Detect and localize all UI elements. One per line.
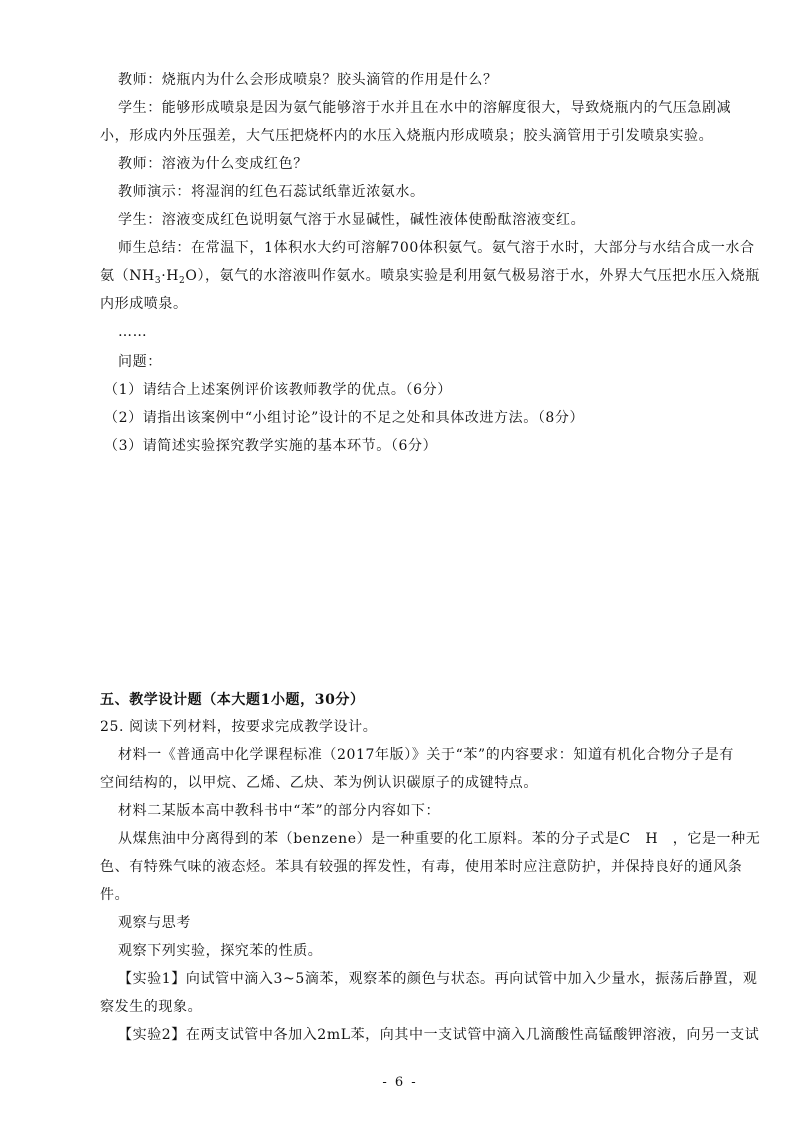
summary-line1: 师生总结：在常温下，1体积水大约可溶解700体积氨气。氨气溶于水时，大部分与水结合成一水合 — [118, 240, 755, 256]
summary-line3: 内形成喷泉。 — [100, 296, 188, 312]
material2: 材料二某版本高中教科书中“苯”的部分内容如下： — [118, 803, 441, 819]
question-item-3: （3）请简述实验探究教学实施的基本环节。（6分） — [104, 438, 438, 454]
summary-line2-mid: ·H — [161, 268, 180, 284]
benzene-line2: 色、有特殊气味的液态烃。苯具有较强的挥发性，有毒，使用苯时应注意防护，并保持良好的通风条 — [100, 859, 743, 875]
summary-line2-sub1: 3 — [154, 276, 162, 286]
material1-line1: 材料一《普通高中化学课程标准（2017年版）》关于“苯”的内容要求：知道有机化合物分子是有 — [118, 747, 734, 763]
teacher-question-2: 教师：溶液为什么变成红色？ — [118, 156, 308, 172]
benzene-line3: 件。 — [100, 887, 130, 903]
summary-line2-sub2: 2 — [179, 276, 186, 286]
material1-line2: 空间结构的，以甲烷、乙烯、乙炔、苯为例认识碳原子的成键特点。 — [100, 775, 538, 791]
observe-title: 观察与思考 — [118, 915, 191, 931]
questions-heading: 问题： — [118, 354, 162, 370]
question-25: 25. 阅读下列材料，按要求完成教学设计。 — [100, 719, 378, 735]
observe-text: 观察下列实验，探究苯的性质。 — [118, 943, 323, 959]
experiment2-line1: 【实验2】在两支试管中各加入2mL苯，向其中一支试管中滴入几滴酸性高锰酸钾溶液，向另一支试 — [118, 1027, 760, 1043]
experiment1-line1: 【实验1】向试管中滴入3~5滴苯，观察苯的颜色与状态。再向试管中加入少量水，振荡后静置，观 — [118, 971, 758, 987]
student-answer-2: 学生：溶液变成红色说明氨气溶于水显碱性，碱性液体使酚酞溶液变红。 — [118, 212, 586, 228]
summary-line2-post: O），氨气的水溶液叫作氨水。喷泉实验是利用氨气极易溶于水，外界大气压把水压入烧瓶 — [185, 268, 760, 284]
ellipsis: …… — [118, 324, 148, 340]
teacher-question-1: 教师：烧瓶内为什么会形成喷泉？胶头滴管的作用是什么？ — [118, 72, 498, 88]
question-item-1: （1）请结合上述案例评价该教师教学的优点。（6分） — [104, 382, 452, 398]
summary-line2-pre: 氨（NH — [100, 268, 155, 284]
summary-line2 — [100, 266, 760, 286]
question-item-2: （2）请指出该案例中“小组讨论”设计的不足之处和具体改进方法。（8分） — [104, 410, 585, 426]
benzene-line1: 从煤焦油中分离得到的苯（benzene）是一种重要的化工原料。苯的分子式是C H ，它是一种无 — [118, 831, 761, 847]
section-5-title: 五、教学设计题（本大题1小题，30分） — [100, 692, 365, 708]
student-answer-1-line2: 小，形成内外压强差，大气压把烧杯内的水压入烧瓶内形成喷泉；胶头滴管用于引发喷泉实验。 — [100, 128, 714, 144]
experiment1-line2: 察发生的现象。 — [100, 999, 203, 1015]
page-number: - 6 - — [382, 1075, 418, 1090]
student-answer-1-line1: 学生：能够形成喷泉是因为氨气能够溶于水并且在水中的溶解度很大，导致烧瓶内的气压急剧减 — [118, 100, 732, 116]
teacher-demo: 教师演示：将湿润的红色石蕊试纸靠近浓氨水。 — [118, 184, 425, 200]
